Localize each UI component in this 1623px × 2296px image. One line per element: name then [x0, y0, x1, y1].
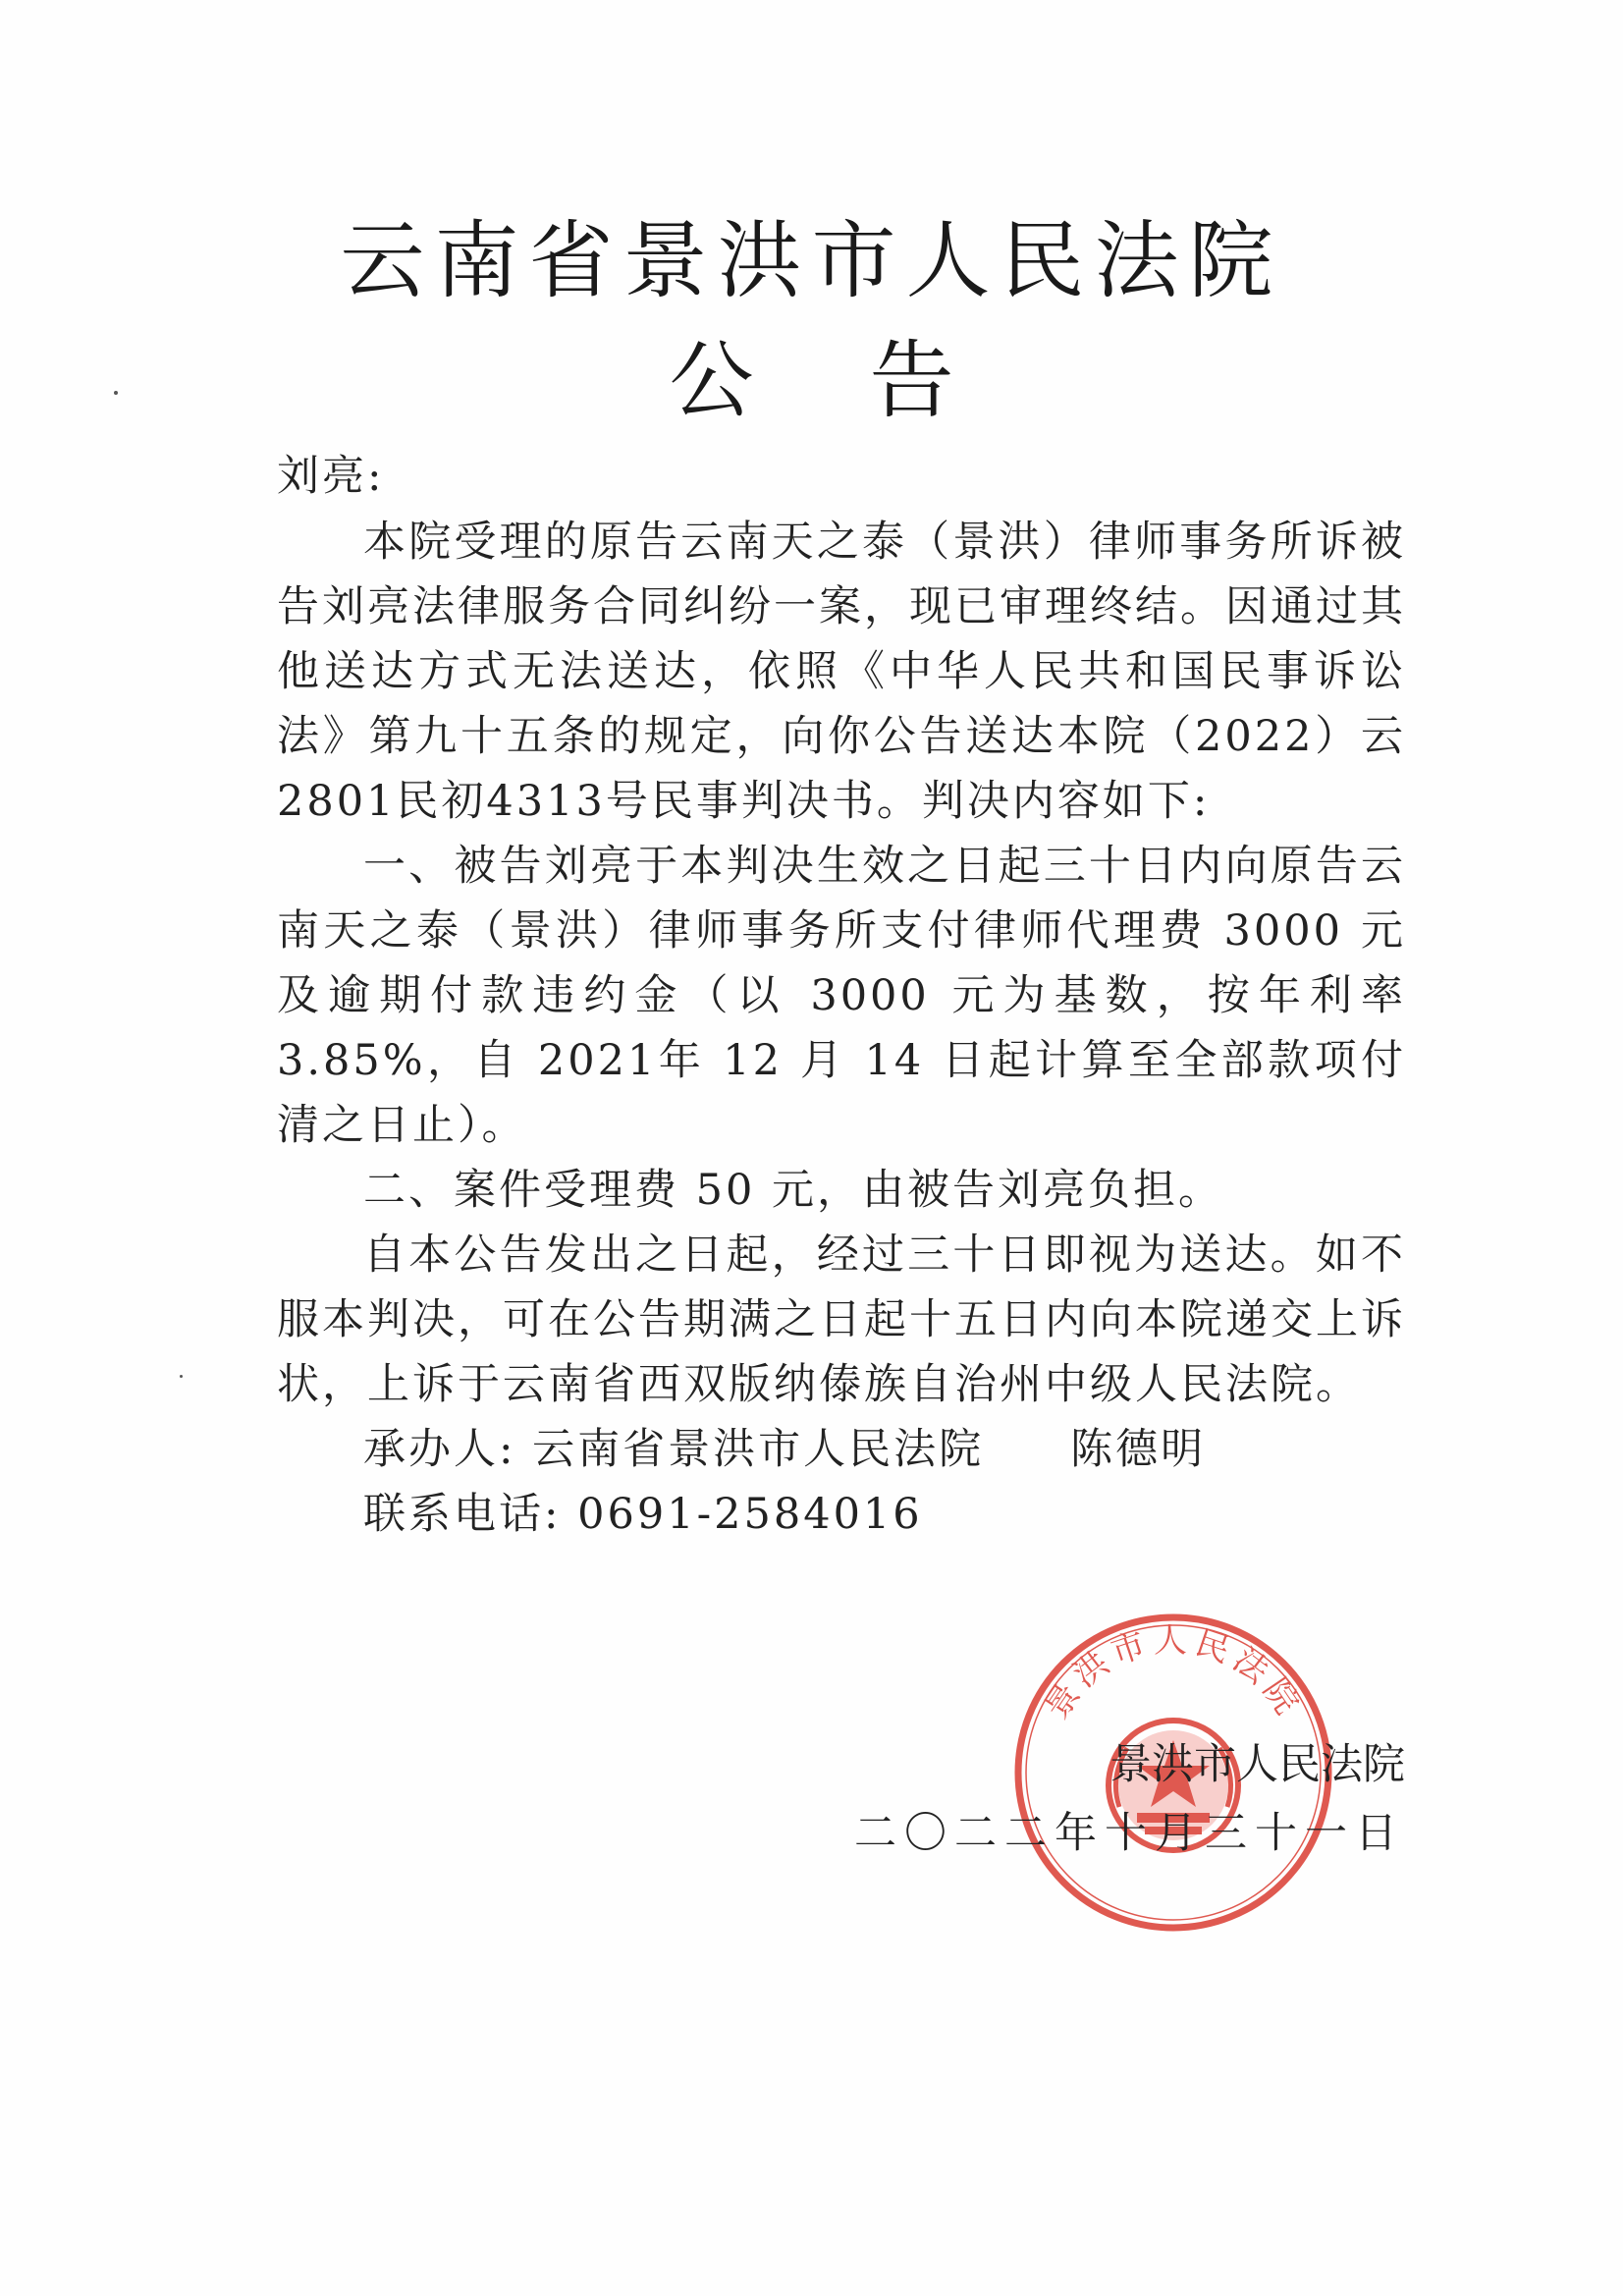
- handler-line: [277, 1417, 1406, 1482]
- scan-speck: [114, 391, 118, 395]
- signature-block: [854, 1730, 1405, 1868]
- service-notice-paragraph: 自本公告发出之日起，经过三十日即视为送达。如不服本判决，可在公告期满之日起十五日内向本院递交上诉状，上诉于云南省西双版纳傣族自治州中级人民法院。: [277, 1230, 1406, 1409]
- handler-label: 承办人:: [363, 1425, 516, 1474]
- case-paragraph: 本院受理的原告云南天之泰（景洪）律师事务所诉被告刘亮法律服务合同纠纷一案，现已审理终结。因通过其他送达方式无法送达，依照《中华人民共和国民事诉讼法》第九十五条的规定，向你公告送达本院（2022）云2801民初4313号民事判决书。判决内容如下:: [277, 518, 1406, 826]
- court-title: 云南省景洪市人民法院: [340, 212, 1283, 310]
- recipient-name: 刘亮:: [277, 452, 385, 501]
- phone-line: [277, 1482, 1406, 1547]
- document-type-title: 公告: [669, 332, 1070, 430]
- phone-number: 0691-2584016: [577, 1490, 923, 1539]
- scan-speck: [180, 1375, 183, 1378]
- phone-label: 联系电话:: [363, 1490, 562, 1539]
- announcement-body: [277, 444, 1406, 1547]
- signing-court: 景洪市人民法院: [1109, 1740, 1405, 1789]
- seal-text: 景洪市人民法院: [1037, 1621, 1310, 1726]
- handler-court: 云南省景洪市人民法院: [532, 1425, 985, 1474]
- judgment-item-1: 一、被告刘亮于本判决生效之日起三十日内向原告云南天之泰（景洪）律师事务所支付律师代理费 3000 元及逾期付款违约金（以 3000 元为基数，按年利率 3.85%，自 2021年 12 月 14 日起计算至全部款项付清之日止）。: [277, 842, 1406, 1150]
- signing-date: 二〇二二年十月三十一日: [854, 1809, 1405, 1858]
- judgment-item-2: 二、案件受理费 50 元，由被告刘亮负担。: [363, 1166, 1224, 1215]
- handler-name: 陈德明: [1070, 1425, 1207, 1474]
